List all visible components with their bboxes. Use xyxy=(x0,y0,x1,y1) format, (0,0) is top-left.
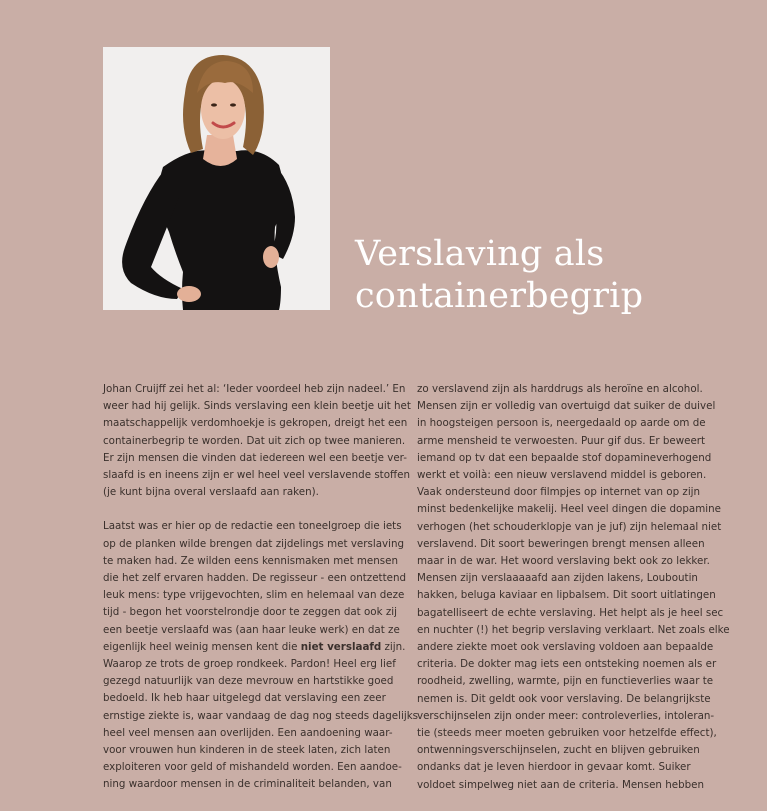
text-line: maatschappelijk verdomhoekje is gekropen, dreigt het een xyxy=(103,417,408,430)
text-line: ning waardoor mensen in de criminaliteit belanden, van xyxy=(103,778,392,791)
text-line: voor vrouwen hun kinderen in de steek laten, zich laten xyxy=(103,744,391,757)
text-line-with-emphasis xyxy=(103,639,406,656)
article-right-column xyxy=(417,381,730,811)
text-line: en nuchter (!) het begrip verslaving verklaart. Net zoals elke xyxy=(417,623,730,636)
text-line: die het zelf ervaren hadden. De regisseur - een ontzettend xyxy=(103,572,407,585)
text-line: tie (steeds meer moeten gebruiken voor hetzelfde effect), xyxy=(417,727,717,740)
text-line: Mensen zijn er volledig van overtuigd dat suiker de duivel xyxy=(417,400,716,413)
text-line: andere ziekte moet ook verslaving voldoen aan bepaalde xyxy=(417,641,714,654)
text-line: weer had hij gelijk. Sinds verslaving een klein beetje uit het xyxy=(103,400,411,413)
text-line: op de planken wilde brengen dat zijdelings met verslaving xyxy=(103,537,405,550)
text-line: roodheid, zwelling, warmte, pijn en functieverlies waar te xyxy=(417,675,714,688)
text-line: containerbegrip te worden. Dat uit zich op twee manieren. xyxy=(103,434,406,447)
text-line: in hoogsteigen persoon is, neergedaald op aarde om de xyxy=(417,417,706,430)
paragraph-2 xyxy=(103,518,419,793)
portrait-photo-icon xyxy=(103,47,330,310)
article-title-line-2: containerbegrip xyxy=(355,276,644,316)
text-line: hakken, beluga kaviaar en lipbalsem. Dit soort uitlatingen xyxy=(417,589,716,602)
text-line: leuk mens: type vrijgevochten, slim en helemaal van deze xyxy=(103,589,405,602)
text-line: heel veel mensen aan overlijden. Een aandoening waar- xyxy=(103,726,393,739)
text-line: te maken had. Ze wilden eens kennismaken met mensen xyxy=(103,554,399,567)
text-line: (je kunt bijna overal verslaafd aan raken). xyxy=(103,486,319,499)
text-line: ernstige ziekte is, waar vandaag de dag nog steeds dagelijks xyxy=(103,709,419,722)
text-run: zijn. xyxy=(381,640,406,653)
text-line: ontwenningsverschijnselen, zucht en blijven gebruiken xyxy=(417,744,700,757)
text-line: Johan Cruijff zei het al: ‘Ieder voordeel heb zijn nadeel.’ En xyxy=(103,383,406,395)
author-portrait-photo xyxy=(103,47,330,310)
emphasis-not-addicted: niet verslaafd xyxy=(300,640,382,653)
text-line: Laatst was er hier op de redactie een toneelgroep die iets xyxy=(103,520,402,533)
paragraph-1 xyxy=(103,381,411,501)
text-line: Waarop ze trots de groep rondkeek. Pardon! Heel erg lief xyxy=(103,658,396,671)
text-line: een beetje verslaafd was (aan haar leuke werk) en dat ze xyxy=(103,623,400,636)
text-line: gezegd natuurlijk van deze mevrouw en hartstikke goed xyxy=(103,675,394,688)
article-left-column xyxy=(103,381,419,811)
text-line: verslavend. Dit soort beweringen brengt mensen alleen xyxy=(417,537,705,550)
article-title xyxy=(355,233,643,317)
text-line: voldoet simpelweg niet aan de criteria. Mensen hebben xyxy=(417,778,705,791)
paragraph-3 xyxy=(417,381,730,794)
text-line: Mensen zijn verslaaaaafd aan zijden lakens, Louboutin xyxy=(417,572,698,585)
article-title-line-1: Verslaving als xyxy=(355,234,605,274)
text-line: iemand op tv dat een bepaalde stof dopamineverhogend xyxy=(417,451,712,464)
text-run: eigenlijk heel weinig mensen kent die xyxy=(103,640,301,653)
text-line: criteria. De dokter mag iets een ontsteking noemen als er xyxy=(417,658,717,671)
text-line: werkt et voilà: een nieuw verslavend middel is geboren. xyxy=(417,469,707,482)
text-line: minst bedenkelijke makelij. Heel veel dingen die dopamine xyxy=(417,503,721,516)
text-line: exploiteren voor geld of mishandeld worden. Een aandoe- xyxy=(103,761,402,774)
text-line: zo verslavend zijn als harddrugs als heroïne en alcohol. xyxy=(417,383,703,395)
text-line: verschijnselen zijn onder meer: controleverlies, intoleran- xyxy=(417,709,715,722)
text-line: Vaak ondersteund door filmpjes op internet van op zijn xyxy=(417,486,701,499)
text-line: ondanks dat je leven hierdoor in gevaar komt. Suiker xyxy=(417,761,691,774)
text-line: bagatelliseert de echte verslaving. Het helpt als je heel sec xyxy=(417,606,724,619)
text-line: verhogen (het schouderklopje van je juf) zijn helemaal niet xyxy=(417,520,722,533)
text-line: bedoeld. Ik heb haar uitgelegd dat verslaving een zeer xyxy=(103,692,386,705)
text-line: maar in de war. Het woord verslaving bekt ook zo lekker. xyxy=(417,555,710,568)
text-line: slaafd is en ineens zijn er wel heel veel verslavende stoffen xyxy=(103,469,410,482)
text-line: Er zijn mensen die vinden dat iedereen wel een beetje ver- xyxy=(103,451,407,464)
text-line: tijd - begon het voorstelrondje door te zeggen dat ook zij xyxy=(103,606,397,619)
text-line: nemen is. Dit geldt ook voor verslaving. De belangrijkste xyxy=(417,692,711,705)
text-line: arme mensheid te verwoesten. Puur gif dus. Er beweert xyxy=(417,434,706,447)
